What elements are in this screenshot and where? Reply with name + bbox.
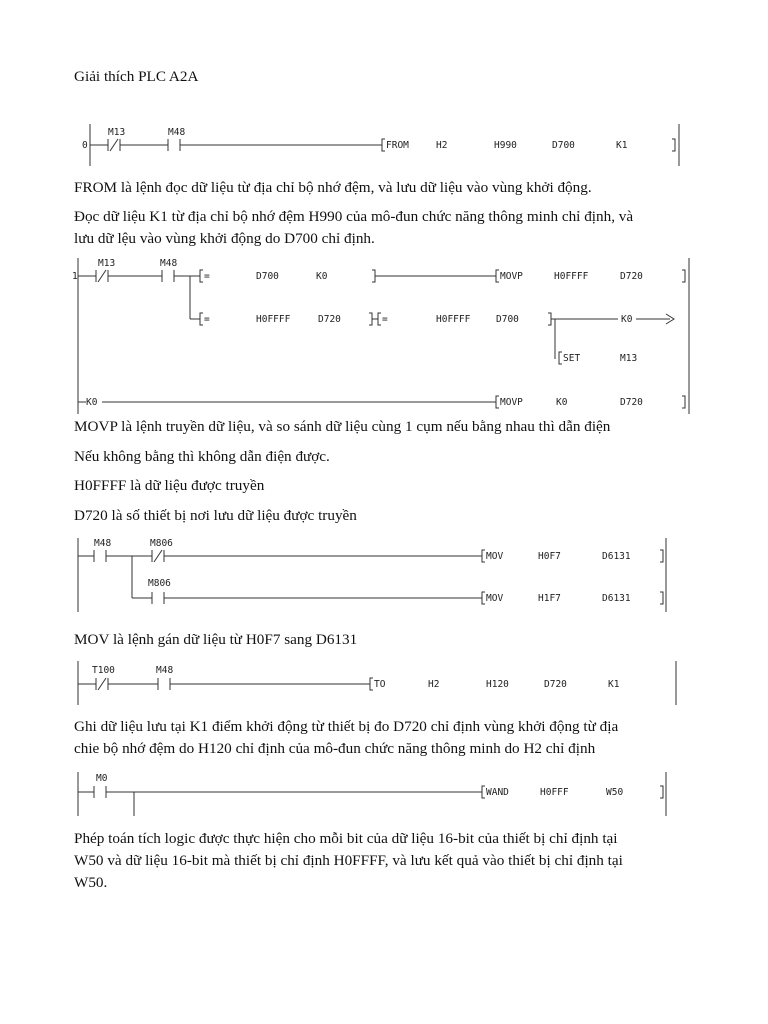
paragraph-wand: [74, 828, 714, 894]
operand: H0FFFF: [436, 314, 471, 325]
operand: M13: [620, 353, 638, 364]
ladder-rung-movp: [70, 254, 695, 419]
operand: H2: [436, 140, 448, 151]
instruction-set: SET: [563, 353, 581, 364]
operand: H0F7: [538, 551, 561, 562]
operand: H990: [494, 140, 517, 151]
instruction-to: TO: [374, 679, 386, 690]
text-line: Phép toán tích logic được thực hiện cho mỗi bit của dữ liệu 16-bit của thiết bị chỉ định tại: [74, 830, 618, 847]
operand: D720: [544, 679, 567, 690]
operand: K0: [316, 271, 328, 282]
instruction-from: FROM: [386, 140, 409, 151]
instruction-wand: WAND: [486, 787, 509, 798]
contact-label: M48: [168, 127, 186, 138]
page-title: Giải thích PLC A2A: [74, 68, 199, 85]
output-label: K0: [621, 314, 633, 325]
instruction-movp: MOVP: [500, 397, 523, 408]
text-line: W50.: [74, 874, 108, 891]
text-line: lưu dữ lệu vào vùng khởi động do D700 chỉ định.: [74, 230, 375, 247]
instruction-mov: MOV: [486, 593, 504, 604]
text-line: chie bộ nhớ đệm do H120 chỉ định của mô-đun chức năng thông minh do H2 chỉ định: [74, 740, 596, 757]
ladder-rung-mov: [70, 536, 675, 616]
operand: K1: [608, 679, 620, 690]
paragraph-movp-else: Nếu không bằng thì không dẫn điện được.: [74, 448, 330, 465]
contact-label: T100: [92, 665, 115, 676]
operand: H1F7: [538, 593, 561, 604]
contact-label: M13: [108, 127, 126, 138]
step-number: 0: [82, 140, 88, 151]
contact-label: K0: [86, 397, 98, 408]
paragraph-movp-def: MOVP là lệnh truyền dữ liệu, và so sánh dữ liệu cùng 1 cụm nếu bằng nhau thì dẫn điện: [74, 418, 611, 435]
operand: D700: [496, 314, 519, 325]
instruction-mov: MOV: [486, 551, 504, 562]
text-line: Ghi dữ liệu lưu tại K1 điểm khởi động từ thiết bị đo D720 chỉ định vùng khởi động từ địa: [74, 718, 619, 735]
contact-label: M0: [96, 773, 108, 784]
operand: H2: [428, 679, 440, 690]
ladder-rung-from: [80, 120, 690, 170]
paragraph-to: [74, 716, 714, 760]
operand: D700: [256, 271, 279, 282]
operand: D720: [620, 397, 643, 408]
text-line: W50 và dữ liệu 16-bit mà thiết bị chỉ định H0FFFF, và lưu kết quả vào thiết bị chỉ định tại: [74, 852, 623, 869]
contact-label: M13: [98, 258, 116, 269]
operand: D720: [620, 271, 643, 282]
paragraph-h0ffff: H0FFFF là dữ liệu được truyền: [74, 477, 265, 494]
compare-op: =: [204, 271, 210, 282]
paragraph-d720: D720 là số thiết bị nơi lưu dữ liệu được truyền: [74, 507, 357, 524]
operand: D6131: [602, 593, 631, 604]
paragraph-from-detail: [74, 206, 714, 250]
operand: K0: [556, 397, 568, 408]
ladder-rung-to: [70, 659, 682, 709]
operand: H0FFFF: [554, 271, 589, 282]
operand: W50: [606, 787, 624, 798]
contact-label: M48: [160, 258, 178, 269]
ladder-rung-wand: [70, 770, 675, 820]
operand: D720: [318, 314, 341, 325]
contact-label: M806: [150, 538, 173, 549]
operand: H120: [486, 679, 509, 690]
compare-op: =: [204, 314, 210, 325]
operand: H0FFFF: [256, 314, 291, 325]
text-line: Đọc dữ liệu K1 từ địa chỉ bộ nhớ đệm H990 của mô-đun chức năng thông minh chỉ định, và: [74, 208, 634, 225]
operand: D700: [552, 140, 575, 151]
contact-label: M48: [94, 538, 112, 549]
paragraph-from-def: FROM là lệnh đọc dữ liệu từ địa chỉ bộ nhớ đệm, và lưu dữ liệu vào vùng khởi động.: [74, 179, 592, 196]
compare-op: =: [382, 314, 388, 325]
paragraph-mov-def: MOV là lệnh gán dữ liệu từ H0F7 sang D6131: [74, 631, 358, 648]
contact-label: M806: [148, 578, 171, 589]
contact-label: M48: [156, 665, 174, 676]
operand: H0FFF: [540, 787, 569, 798]
operand: K1: [616, 140, 628, 151]
operand: D6131: [602, 551, 631, 562]
step-number: 1: [72, 271, 78, 282]
instruction-movp: MOVP: [500, 271, 523, 282]
